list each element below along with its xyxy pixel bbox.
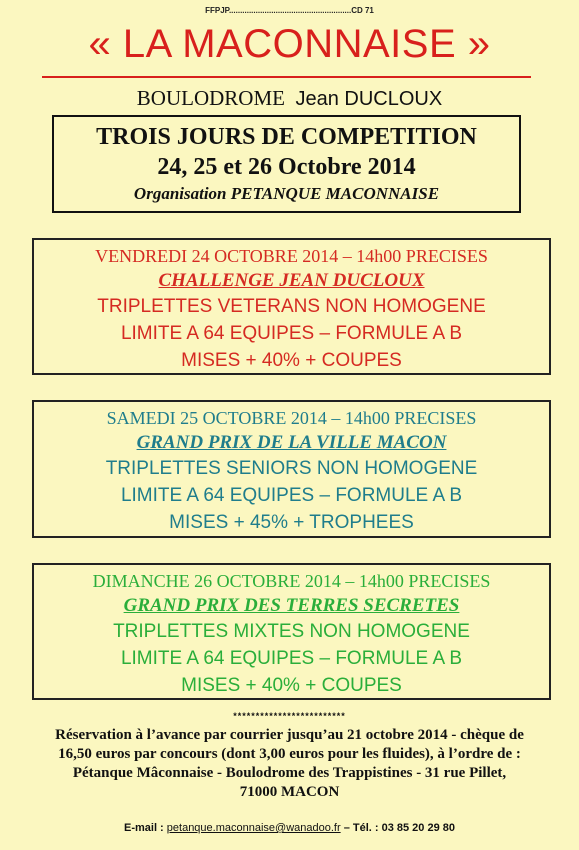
day-event-name: CHALLENGE JEAN DUCLOUX [158, 270, 425, 291]
day-format: LIMITE A 64 EQUIPES – FORMULE A B [120, 485, 463, 506]
venue-name: Jean DUCLOUX [295, 88, 443, 110]
federation-line: FFPJP.......................................................CD 71 [205, 6, 374, 15]
reservation-line: 71000 MACON [239, 784, 340, 800]
day-event-name: GRAND PRIX DE LA VILLE MACON [136, 432, 447, 453]
reservation-line: 16,50 euros par concours (dont 3,00 euros pour les fluides), à l’ordre de : [58, 746, 521, 762]
day-box-sunday [32, 563, 551, 700]
day-category: TRIPLETTES VETERANS NON HOMOGENE [97, 296, 486, 317]
competition-dates: 24, 25 et 26 Octobre 2014 [157, 154, 416, 180]
reservation-text [20, 726, 559, 802]
title-underline [42, 76, 531, 78]
phone-number: 03 85 20 29 80 [381, 822, 455, 834]
day-date-line: VENDREDI 24 OCTOBRE 2014 – 14h00 PRECISES [95, 246, 488, 266]
day-format: LIMITE A 64 EQUIPES – FORMULE A B [120, 648, 463, 669]
day-category: TRIPLETTES SENIORS NON HOMOGENE [105, 458, 478, 479]
day-date-line: SAMEDI 25 OCTOBRE 2014 – 14h00 PRECISES [106, 408, 477, 428]
day-prizes: MISES + 40% + COUPES [181, 675, 402, 696]
day-prizes: MISES + 45% + TROPHEES [169, 512, 414, 533]
competition-organisation: Organisation PETANQUE MACONNAISE [133, 184, 440, 203]
competition-box [52, 115, 521, 213]
reservation-line: Pétanque Mâconnaise - Boulodrome des Trappistines - 31 rue Pillet, [72, 765, 507, 781]
day-box-friday [32, 238, 551, 375]
day-format: LIMITE A 64 EQUIPES – FORMULE A B [120, 323, 463, 344]
phone-label: – Tél. : [343, 822, 379, 834]
venue-prefix: BOULODROME [136, 86, 285, 110]
day-box-saturday [32, 400, 551, 538]
contact-line [0, 822, 579, 834]
main-title: « LA MACONNAISE » [88, 22, 491, 66]
email-label: E-mail : [123, 822, 164, 834]
day-date-line: DIMANCHE 26 OCTOBRE 2014 – 14h00 PRECISES [92, 571, 491, 591]
email-link[interactable]: petanque.maconnaise@wanadoo.fr [166, 822, 341, 834]
day-event-name: GRAND PRIX DES TERRES SECRETES [123, 595, 460, 616]
star-separator: ************************* [233, 711, 346, 721]
reservation-line: Réservation à l’avance par courrier jusqu’au 21 octobre 2014 - chèque de [55, 727, 524, 743]
day-category: TRIPLETTES MIXTES NON HOMOGENE [113, 621, 470, 642]
competition-headline: TROIS JOURS DE COMPETITION [96, 124, 477, 150]
venue-line [0, 86, 579, 111]
day-prizes: MISES + 40% + COUPES [181, 350, 402, 371]
